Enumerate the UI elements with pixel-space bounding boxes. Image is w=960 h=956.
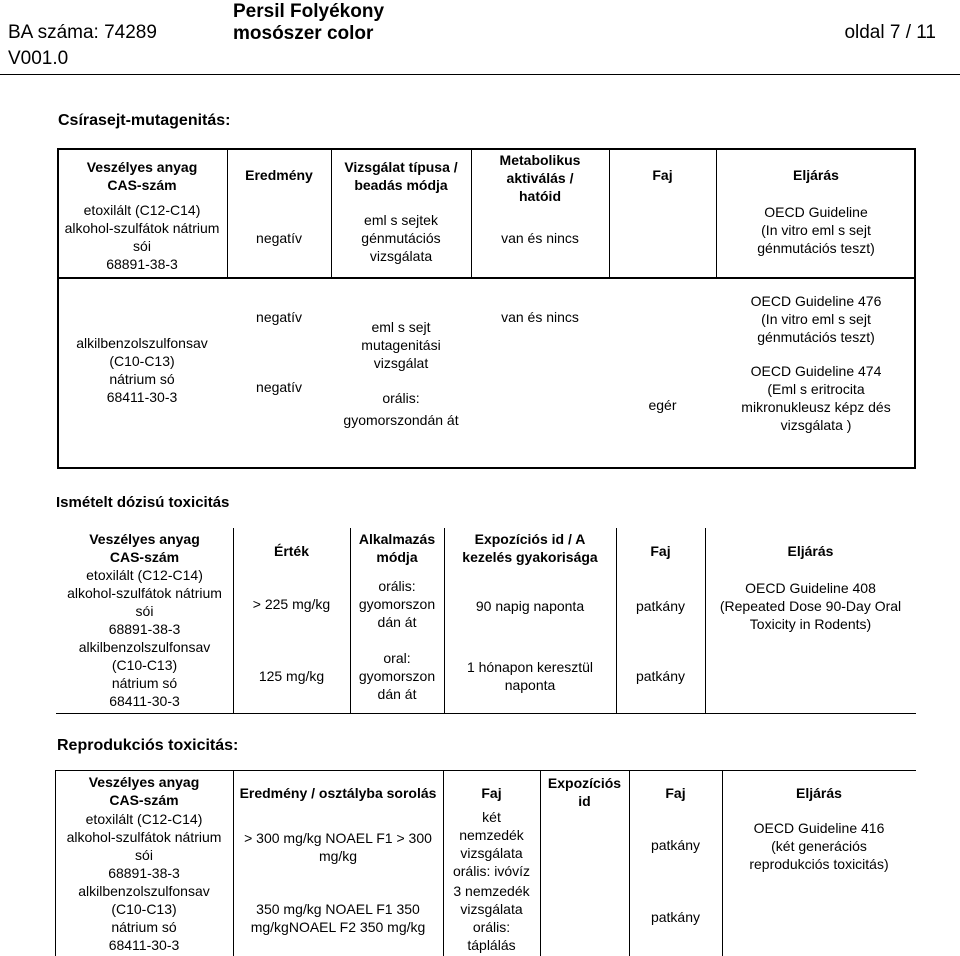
germ-header-result: Eredmény (245, 167, 313, 183)
repro-faj2: 3 nemzedék vizsgálata orális: táplálás (453, 883, 530, 953)
repeat-substance: etoxilált (C12-C14) alkohol-szulfátok nátrium sói 68891-38-3 alkilbenzolszulfonsav (C10-C13) nátrium só 68411-30-3 (67, 567, 222, 709)
repro-top-line (55, 770, 916, 771)
repro-species1: patkány (650, 837, 701, 853)
repro-header-species1: Faj (481, 785, 502, 801)
repeat-application2: oral: gyomorszon dán át (358, 650, 436, 702)
germ-row2-substance: alkilbenzolszulfonsav (C10-C13) nátrium só 68411-30-3 (76, 335, 208, 405)
section-title-repeat: Ismételt dózisú toxicitás (56, 494, 230, 511)
repro-header-exposure: Expozíciós id (547, 775, 622, 809)
repro-header-species2: Faj (665, 785, 686, 801)
repeat-bottom-line (56, 713, 916, 714)
germ-row2-test-type1: eml s sejt mutagenitási vizsgálat (361, 319, 441, 371)
repro-result2: 350 mg/kg NOAEL F1 350 mg/kgNOAEL F2 350 mg/kg (250, 901, 426, 935)
germ-row1-substance: etoxilált (C12-C14) alkohol-szulfátok nátrium sói 68891-38-3 (64, 202, 220, 272)
repeat-header-exposure: Expozíciós id / A kezelés gyakorisága (462, 531, 598, 565)
repro-header-substance: Veszélyes anyag CAS-szám (88, 774, 200, 808)
germ-row2-test-type2: orális: gyomorszondán át (343, 390, 459, 428)
repeat-species1: patkány (635, 598, 686, 614)
ba-number: BA száma: 74289 (8, 22, 157, 43)
germ-row2-species: egér (648, 397, 677, 413)
repeat-value2: 125 mg/kg (258, 668, 325, 684)
germ-row2-metabolic: van és nincs (501, 309, 579, 325)
header-divider (0, 74, 960, 75)
repro-species2: patkány (650, 909, 701, 925)
germ-header-species: Faj (652, 167, 673, 183)
repro-method: OECD Guideline 416 (két generációs reprodukciós toxicitás) (749, 820, 889, 872)
repro-header-result: Eredmény / osztályba sorolás (239, 785, 437, 801)
germ-row1-result: negatív (256, 230, 302, 246)
germ-row2-method1: OECD Guideline 476 (In vitro eml s sejt génmutációs teszt) (750, 293, 882, 345)
germ-header-method: Eljárás (793, 167, 839, 183)
repro-result1: > 300 mg/kg NOAEL F1 > 300 mg/kg (244, 830, 432, 864)
germ-row1-test-type: eml s sejtek génmutációs vizsgálata (361, 212, 441, 264)
germ-row2-result1: negatív (256, 309, 302, 325)
repro-substance: etoxilált (C12-C14) alkohol-szulfátok nátrium sói 68891-38-3 alkilbenzolszulfonsav (C10-C13) nátrium só 68411-30-3 (66, 811, 222, 953)
germ-row2-method2: OECD Guideline 474 (Eml s eritrocita mikronukleusz képz dés vizsgálata ) (741, 363, 891, 433)
germ-row-divider (57, 277, 916, 279)
product-name-line1: Persil Folyékony (233, 1, 385, 22)
germ-row1-method: OECD Guideline (In vitro eml s sejt génmutációs teszt) (757, 204, 875, 256)
repeat-header-application: Alkalmazás módja (358, 531, 436, 565)
section-title-germ: Csírasejt-mutagenitás: (58, 112, 231, 129)
repeat-header-species: Faj (650, 543, 671, 559)
repeat-exposure2: 1 hónapon keresztül naponta (466, 659, 594, 693)
page-number: oldal 7 / 11 (844, 22, 936, 43)
germ-header-metabolic: Metabolikus aktiválás / hatóid (499, 152, 581, 204)
germ-header-substance: Veszélyes anyag CAS-szám (86, 159, 198, 193)
germ-row2-result2: negatív (256, 379, 302, 395)
section-title-repro: Reprodukciós toxicitás: (57, 737, 239, 754)
repro-faj1: két nemzedék vizsgálata orális: ivóvíz (452, 809, 531, 879)
repeat-header-value: Érték (273, 543, 310, 559)
germ-row1-metabolic: van és nincs (501, 230, 579, 246)
repeat-header-method: Eljárás (787, 543, 834, 559)
repeat-exposure1: 90 napig naponta (475, 598, 585, 614)
repro-header-method: Eljárás (796, 785, 842, 801)
version: V001.0 (8, 48, 69, 69)
product-name-line2: mosószer color (233, 23, 374, 44)
repeat-header-substance: Veszélyes anyag CAS-szám (89, 531, 200, 565)
germ-header-test-type: Vizsgálat típusa / beadás módja (344, 159, 458, 193)
repeat-species2: patkány (635, 668, 686, 684)
repeat-method: OECD Guideline 408 (Repeated Dose 90-Day Oral Toxicity in Rodents) (719, 580, 902, 632)
repeat-value1: > 225 mg/kg (252, 596, 331, 612)
repeat-application1: orális: gyomorszon dán át (358, 578, 436, 630)
